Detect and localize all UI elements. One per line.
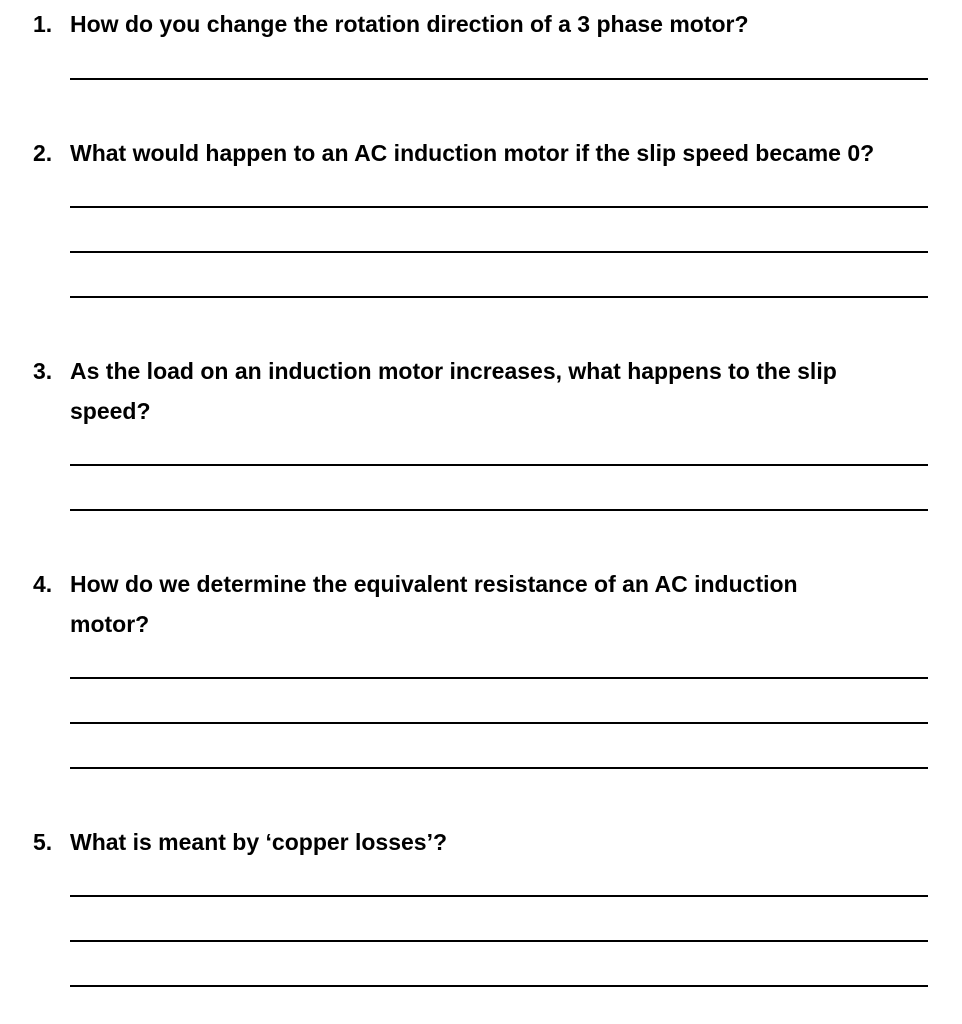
question-text: What would happen to an AC induction motor if the slip speed became 0? (70, 140, 875, 166)
answer-line[interactable] (70, 677, 928, 679)
question-text: How do we determine the equivalent resistance of an AC induction (70, 571, 798, 597)
answer-line[interactable] (70, 509, 928, 511)
answer-line[interactable] (70, 296, 928, 298)
question-number: 3. (33, 358, 53, 384)
question-text: How do you change the rotation direction of a 3 phase motor? (70, 11, 749, 37)
question-text-continued: motor? (70, 611, 150, 637)
question-number: 1. (33, 11, 53, 37)
question-number: 2. (33, 140, 53, 166)
question-text: What is meant by ‘copper losses’? (70, 829, 448, 855)
answer-line[interactable] (70, 895, 928, 897)
question-text-continued: speed? (70, 398, 151, 424)
question-number: 5. (33, 829, 53, 855)
answer-line[interactable] (70, 464, 928, 466)
question-text: As the load on an induction motor increases, what happens to the slip (70, 358, 837, 384)
answer-line[interactable] (70, 251, 928, 253)
answer-line[interactable] (70, 940, 928, 942)
answer-line[interactable] (70, 78, 928, 80)
answer-line[interactable] (70, 206, 928, 208)
answer-line[interactable] (70, 722, 928, 724)
answer-line[interactable] (70, 767, 928, 769)
answer-line[interactable] (70, 985, 928, 987)
question-number: 4. (33, 571, 53, 597)
